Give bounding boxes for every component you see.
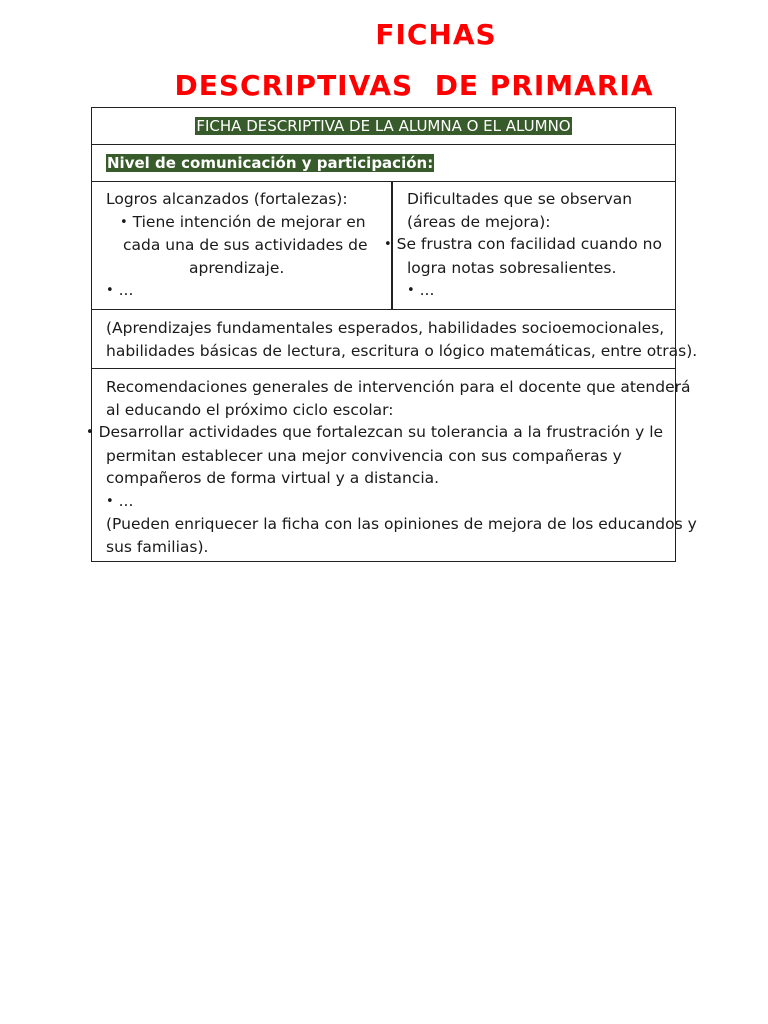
recomendaciones-row [86,369,697,561]
dificultades-item-line-1: Se frustra con facilidad cuando no [396,235,662,253]
dificultades-heading-line-1: Dificultades que se observan [407,190,633,208]
logros-item-line-2: cada una de sus actividades de [123,236,368,254]
ficha-header-row [92,108,675,145]
bullet-icon: • [120,214,128,230]
recomendaciones-line-1: Recomendaciones generales de intervención para el docente que atenderá [106,378,691,396]
dificultades-item-line-2: logra notas sobresalientes. [407,258,617,277]
logros-cell [106,188,386,303]
ficha-header-title: FICHA DESCRIPTIVA DE LA ALUMNA O EL ALUMNO [196,117,571,135]
logros-dificultades-row [92,182,675,310]
ficha-table [86,107,698,562]
aprendizajes-row [92,310,698,369]
recomendaciones-item-line-2: permitan establecer una mejor convivencia con sus compañeras y [106,446,622,465]
recomendaciones-line-2: al educando el próximo ciclo escolar: [106,400,394,419]
aprendizajes-line-1: (Aprendizajes fundamentales esperados, habilidades socioemocionales, [106,319,665,337]
dificultades-ellipsis-item [397,279,672,303]
logros-item-line-3: aprendizaje. [189,258,285,277]
bullet-icon: • [407,283,415,298]
bullet-icon: • [106,493,114,509]
dificultades-cell [384,188,672,303]
dificultades-item [384,233,672,257]
recomendaciones-note-line-2: sus familias). [106,537,209,556]
recomendaciones-ellipsis: ... [118,491,134,510]
logros-item-line-1: Tiene intención de mejorar en [132,212,366,231]
recomendaciones-item-line-1: Desarrollar actividades que fortalezcan su tolerancia a la frustración y le [98,423,664,441]
page-title-line-1: FICHAS [375,18,497,51]
bullet-icon: • [86,425,94,440]
recomendaciones-ellipsis-item [106,490,666,514]
recomendaciones-note-line-1: (Pueden enriquecer la ficha con las opiniones de mejora de los educandos y [106,515,697,533]
page-title-line-2: DESCRIPTIVAS DE PRIMARIA [174,69,654,102]
logros-ellipsis: ... [118,281,134,299]
logros-heading: Logros alcanzados (fortalezas): [106,190,348,208]
recomendaciones-item [86,421,666,445]
aprendizajes-line-2: habilidades básicas de lectura, escritura o lógico matemáticas, entre otras). [106,341,698,360]
nivel-row [92,145,675,182]
logros-ellipsis-item [106,279,386,303]
recomendaciones-item-line-3: compañeros de forma virtual y a distancia. [106,469,440,487]
bullet-icon: • [384,237,392,252]
dificultades-heading-line-2: (áreas de mejora): [407,212,551,231]
bullet-icon: • [106,283,114,298]
logros-item [106,211,386,235]
nivel-heading: Nivel de comunicación y participación: [107,154,434,172]
dificultades-ellipsis: ... [419,281,435,299]
